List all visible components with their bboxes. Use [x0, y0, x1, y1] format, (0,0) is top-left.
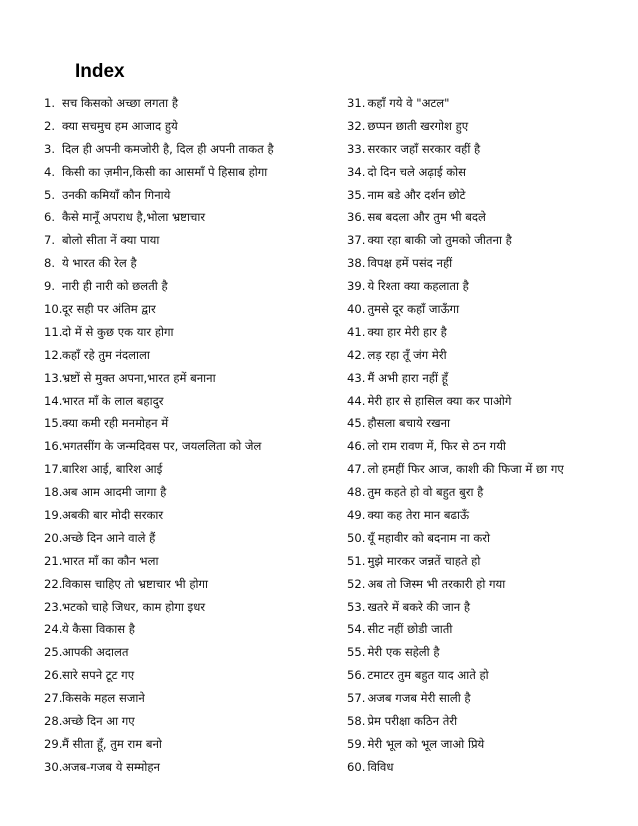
index-item-number: 44. [347, 393, 366, 408]
index-item [44, 664, 324, 687]
index-item [44, 733, 324, 756]
index-item-text: तुम कहते हो वो बहुत बुरा है [367, 485, 484, 500]
index-item-number: 4. [44, 164, 56, 179]
index-item-text: कैसे मानूँ अपराध है,भोला भ्रष्टाचार [62, 210, 206, 225]
index-item [44, 687, 324, 710]
index-item-number: 8. [44, 256, 56, 271]
index-item-text: क्या रहा बाकी जो तुमको जीतना है [367, 233, 512, 248]
index-item-text: लो राम रावण में, फिर से ठन गयी [367, 439, 506, 454]
index-item-number: 22. [44, 576, 63, 591]
index-item-text: क्या हार मेरी हार है [367, 324, 447, 339]
index-item [44, 573, 324, 596]
index-item-text: दो दिन चले अढ़ाई कोस [367, 164, 466, 179]
index-item [347, 458, 627, 481]
index-item-text: नारी ही नारी को छलती है [62, 279, 168, 294]
index-item [347, 481, 627, 504]
index-item [347, 161, 627, 184]
index-item-text: प्रेम परीक्षा कठिन तेरी [367, 714, 458, 729]
index-item-number: 60. [347, 759, 366, 774]
index-item-number: 13. [44, 370, 63, 385]
index-item-number: 35. [347, 187, 366, 202]
index-item-number: 58. [347, 714, 366, 729]
index-item-text: कहाँ रहे तुम नंदलाला [62, 347, 150, 362]
index-item-number: 9. [44, 279, 56, 294]
index-item-text: भ्रष्टों से मुक्त अपना,भारत हमें बनाना [62, 370, 216, 385]
index-item [44, 344, 324, 367]
index-item-number: 40. [347, 302, 366, 317]
index-item [44, 229, 324, 252]
index-item-number: 21. [44, 553, 63, 568]
index-item-number: 5. [44, 187, 56, 202]
index-item-text: अजब गजब मेरी साली है [367, 691, 471, 706]
index-item [347, 275, 627, 298]
index-item-text: अच्छे दिन आ गए [62, 714, 135, 729]
index-item-number: 7. [44, 233, 56, 248]
index-item [44, 596, 324, 619]
index-item-text: आपकी अदालत [62, 645, 129, 660]
index-item [347, 229, 627, 252]
index-item [44, 115, 324, 138]
index-item-text: नाम बडे और दर्शन छोटे [367, 187, 466, 202]
index-item-text: मेरी हार से हासिल क्या कर पाओगे [367, 393, 512, 408]
index-item [347, 138, 627, 161]
index-item-number: 52. [347, 576, 366, 591]
index-item-text: मैं अभी हारा नहीं हूँ [367, 370, 448, 385]
index-item [44, 138, 324, 161]
index-item [44, 298, 324, 321]
index-item [347, 664, 627, 687]
index-item-text: विपक्ष हमें पसंद नहीं [367, 256, 453, 271]
index-item-number: 20. [44, 530, 63, 545]
index-item [347, 618, 627, 641]
index-item-text: मुझे मारकर जन्नतें चाहते हो [367, 553, 481, 568]
index-item-text: दो में से कुछ एक यार होगा [62, 324, 174, 339]
index-item-number: 18. [44, 485, 63, 500]
index-item [44, 641, 324, 664]
index-item-number: 12. [44, 347, 63, 362]
index-item-text: ये कैसा विकास है [62, 622, 135, 637]
index-item-text: मेरी एक सहेली है [367, 645, 440, 660]
index-item-text: दिल ही अपनी कमजोरी है, दिल ही अपनी ताकत है [62, 141, 274, 156]
index-item [347, 206, 627, 229]
index-item [347, 550, 627, 573]
index-item [347, 504, 627, 527]
index-item [347, 412, 627, 435]
index-item [347, 527, 627, 550]
index-item [44, 206, 324, 229]
index-item [44, 435, 324, 458]
index-item-text: अब आम आदमी जागा है [62, 485, 167, 500]
index-item-number: 37. [347, 233, 366, 248]
index-item-number: 42. [347, 347, 366, 362]
index-item-text: छप्पन छाती खरगोश हुए [367, 118, 469, 133]
index-item-number: 24. [44, 622, 63, 637]
index-item-text: टमाटर तुम बहुत याद आते हो [367, 668, 489, 683]
index-item-number: 34. [347, 164, 366, 179]
index-item-text: सच किसको अच्छा लगता है [62, 96, 179, 110]
index-item [347, 390, 627, 413]
index-item [44, 367, 324, 390]
index-item [347, 184, 627, 207]
index-item-text: बारिश आई, बारिश आई [62, 462, 163, 477]
index-item-number: 49. [347, 508, 366, 523]
index-item-text: हौसला बचाये रखना [367, 416, 451, 431]
index-item-text: दूर सही पर अंतिम द्वार [62, 302, 156, 317]
index-item-text: सीट नहीं छोडी जाती [367, 622, 453, 637]
index-item-number: 32. [347, 118, 366, 133]
index-item [44, 412, 324, 435]
index-item [347, 733, 627, 756]
index-item-number: 51. [347, 553, 366, 568]
index-item-text: बोलो सीता नें क्या पाया [62, 233, 160, 248]
index-item [347, 321, 627, 344]
index-item [347, 298, 627, 321]
index-item-number: 27. [44, 691, 63, 706]
index-list-left [44, 92, 324, 779]
index-item-number: 17. [44, 462, 63, 477]
index-item [347, 344, 627, 367]
index-item-number: 59. [347, 736, 366, 751]
index-item-text: तुमसे दूर कहाँ जाऊँगा [367, 302, 460, 317]
index-item-number: 47. [347, 462, 366, 477]
index-item-number: 23. [44, 599, 63, 614]
index-item [44, 184, 324, 207]
index-item-text: ये भारत की रेल है [62, 256, 137, 271]
index-item-number: 11. [44, 324, 63, 339]
index-item [44, 458, 324, 481]
index-item-text: भगतसींग के जन्मदिवस पर, जयललिता को जेल [62, 439, 262, 454]
index-item-number: 33. [347, 141, 366, 156]
index-item-number: 14. [44, 393, 63, 408]
index-item [44, 527, 324, 550]
index-item-number: 39. [347, 279, 366, 294]
index-item-text: अबकी बार मोदी सरकार [62, 508, 164, 523]
index-item-text: उनकी कमियाँ कौन गिनाये [62, 187, 171, 202]
index-title: Index [75, 61, 125, 82]
index-item-number: 28. [44, 714, 63, 729]
index-item [44, 710, 324, 733]
index-item [44, 390, 324, 413]
index-item-text: भटको चाहे जिधर, काम होगा इधर [62, 599, 206, 614]
index-item-number: 25. [44, 645, 63, 660]
index-item-number: 16. [44, 439, 63, 454]
index-item [347, 710, 627, 733]
index-item [44, 618, 324, 641]
index-item [44, 252, 324, 275]
index-item-text: किसी का ज़मीन,किसी का आसमाँ पे हिसाब होगा [62, 164, 268, 179]
index-item-text: सब बदला और तुम भी बदले [367, 210, 486, 225]
index-item-text: यूँ महावीर को बदनाम ना करो [367, 530, 491, 545]
index-item-text: अब तो जिस्म भी तरकारी हो गया [367, 576, 506, 591]
index-item-text: मैं सीता हूँ, तुम राम बनो [62, 736, 162, 751]
index-item-text: अजब-गजब ये सम्मोहन [62, 759, 160, 774]
index-item-number: 2. [44, 118, 56, 133]
index-item-number: 15. [44, 416, 63, 431]
index-item-number: 50. [347, 530, 366, 545]
index-item-number: 43. [347, 370, 366, 385]
index-item [347, 115, 627, 138]
index-item-text: अच्छे दिन आने वाले हैं [62, 530, 156, 545]
index-item [347, 641, 627, 664]
index-item [44, 161, 324, 184]
index-item-text: मेरी भूल को भूल जाओ प्रिये [367, 736, 485, 751]
index-item-text: सारे सपने टूट गए [62, 668, 135, 683]
index-item-text: ये रिश्ता क्या कहलाता है [367, 279, 469, 294]
index-item-text: लो हमहीं फिर आज, काशी की फिजा में छा गए [367, 462, 564, 477]
index-item [347, 756, 627, 779]
index-item-text: भारत माँ का कौन भला [62, 553, 159, 568]
index-item-number: 53. [347, 599, 366, 614]
index-item [44, 321, 324, 344]
index-item [347, 596, 627, 619]
index-item-text: क्या कह तेरा मान बढाऊँ [367, 508, 470, 523]
index-item-number: 6. [44, 210, 56, 225]
index-item [44, 481, 324, 504]
index-item-text: खतरे में बकरे की जान है [367, 599, 471, 614]
index-item-number: 29. [44, 736, 63, 751]
index-list-right [347, 92, 627, 779]
index-item [44, 275, 324, 298]
index-item-text: क्या कमी रही मनमोहन में [62, 416, 169, 431]
index-item-number: 54. [347, 622, 366, 637]
index-item-number: 48. [347, 485, 366, 500]
index-item [347, 92, 627, 115]
index-item [44, 92, 324, 115]
index-item-text: सरकार जहाँ सरकार वहीं है [367, 141, 481, 156]
index-item [347, 252, 627, 275]
index-item-number: 26. [44, 668, 63, 683]
index-item [347, 573, 627, 596]
index-item-text: लड़ रहा तूँ जंग मेरी [367, 347, 447, 362]
index-item-number: 41. [347, 324, 366, 339]
index-item [347, 367, 627, 390]
index-item-text: किसके महल सजाने [62, 691, 145, 706]
index-item [44, 550, 324, 573]
index-item-number: 1. [44, 96, 56, 110]
index-item-text: क्या सचमुच हम आजाद हुये [62, 118, 178, 133]
index-item-number: 55. [347, 645, 366, 660]
index-item-number: 30. [44, 759, 63, 774]
index-item-number: 57. [347, 691, 366, 706]
index-item [44, 756, 324, 779]
index-item-text: विविध [367, 759, 394, 774]
index-item-number: 31. [347, 96, 366, 110]
index-item-text: भारत माँ के लाल बहादुर [62, 393, 164, 408]
index-item-number: 36. [347, 210, 366, 225]
index-item-number: 45. [347, 416, 366, 431]
index-item-text: कहाँ गये वे "अटल" [367, 96, 450, 110]
index-item [347, 435, 627, 458]
index-item-number: 19. [44, 508, 63, 523]
index-item-number: 10. [44, 302, 63, 317]
index-item [347, 687, 627, 710]
index-item-number: 56. [347, 668, 366, 683]
index-item-number: 46. [347, 439, 366, 454]
index-item-number: 38. [347, 256, 366, 271]
index-item-text: विकास चाहिए तो भ्रष्टाचार भी होगा [62, 576, 209, 591]
index-item-number: 3. [44, 141, 56, 156]
index-item [44, 504, 324, 527]
